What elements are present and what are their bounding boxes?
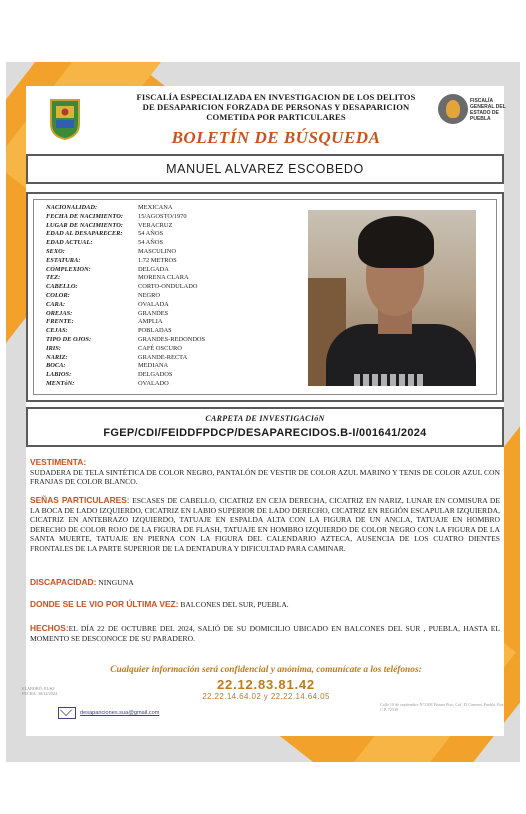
field-value: DELGADA xyxy=(138,265,169,273)
prepared-by: ELABORÓ: ELSO xyxy=(22,686,55,691)
bulletin-title: BOLETÍN DE BÚSQUEDA xyxy=(171,128,381,147)
marks-text: ESCASES DE CABELLO, CICATRIZ EN CEJA DERECHA, CICATRIZ EN NARIZ, LUNAR EN COMISURA DE LA BOCA DE LADO IZQUIERDO, CICATRIZ EN LABIO SUPERIOR DE LADO DERECHO, CICATRIZ EN REGIÓN ESCAPULAR IZQUIERDA, CICATRIZ EN ANTEBRAZO IZQUIERDO, TATUAJE EN ESPALDA ALTA CON LA FIGURA DE UN ANCLA, TATUAJE EN HOMBRO DERECHO DE COLOR ROJO DE LA FIGURA DE FLASH, TATUAJE EN HOMBRO IZQUIERDO DE COLOR NEGRO CON LA FIGURA DE LA SANTA MUERTE, TATUAJE EN PIERNA CON LA FIGURA DEL CALENDARIO AZTECA, AUSENCIA DE LOS CUATRO DIENTES FRONTALES DE LA PARTE SUPERIOR DE LA DENTADURA Y DIFICULTAD PARA CAMINAR. xyxy=(30,496,501,553)
field-row xyxy=(46,257,306,266)
details-frame xyxy=(33,199,497,395)
envelope-icon xyxy=(58,707,76,719)
marks-section xyxy=(30,496,500,554)
field-label: COMPLEXION: xyxy=(46,265,91,273)
field-value: 15/AGOSTO/1970 xyxy=(138,212,187,220)
last-seen-section xyxy=(30,600,500,610)
field-label: LUGAR DE NACIMIENTO: xyxy=(46,221,123,229)
case-file-number: FGEP/CDI/FEIDDFPDCP/DESAPARECIDOS.B-I/001641/2024 xyxy=(103,427,427,439)
disability-text: NINGUNA xyxy=(96,578,134,587)
field-row xyxy=(46,345,306,354)
field-row xyxy=(46,283,306,292)
alt-phones: 22.22.14.64.02 y 22.22.14.64.05 xyxy=(202,692,330,701)
clothing-text: SUDADERA DE TELA SINTÉTICA DE COLOR NEGRO, PANTALÓN DE VESTIR DE COLOR AZUL MARINO Y TENIS DE COLOR AZUL CON FRANJAS DE COLOR BLANCO. xyxy=(30,467,500,487)
field-value: CORTO-ONDULADO xyxy=(138,283,198,291)
fiscalia-logo-text: FISCALÍA GENERAL DEL ESTADO DE PUEBLA xyxy=(470,98,506,122)
field-value: 54 AÑOS xyxy=(138,239,164,247)
field-row xyxy=(46,371,306,380)
field-row xyxy=(46,310,306,319)
field-label: IRIS: xyxy=(46,344,61,352)
last-seen-text: BALCONES DEL SUR, PUEBLA. xyxy=(178,600,289,609)
fiscalia-emblem-icon xyxy=(438,94,468,124)
field-value: CAFÉ OSCURO xyxy=(138,344,182,352)
clothing-section xyxy=(30,458,500,487)
field-label: TIPO DE OJOS: xyxy=(46,335,92,343)
field-label: BOCA: xyxy=(46,362,66,370)
field-row xyxy=(46,274,306,283)
field-row xyxy=(46,266,306,275)
field-label: CARA: xyxy=(46,300,66,308)
field-value: 54 AÑOS xyxy=(138,230,164,238)
field-value: NEGRO xyxy=(138,291,161,299)
person-name: MANUEL ALVAREZ ESCOBEDO xyxy=(26,154,504,184)
field-label: OREJAS: xyxy=(46,309,73,317)
field-label: EDAD ACTUAL: xyxy=(46,239,93,247)
field-value: GRANDES-REDONDOS xyxy=(138,335,206,343)
field-label: ESTATURA: xyxy=(46,256,81,264)
prepared-note xyxy=(22,686,57,697)
person-photo xyxy=(306,208,478,388)
disability-section xyxy=(30,578,500,588)
email-contact[interactable] xyxy=(58,707,159,719)
field-row xyxy=(46,301,306,310)
person-details xyxy=(26,192,504,402)
field-row xyxy=(46,222,306,231)
bulletin xyxy=(6,62,520,762)
field-value: OVALADA xyxy=(138,300,169,308)
field-value: DELGADOS xyxy=(138,371,173,379)
field-label: CEJAS: xyxy=(46,327,68,335)
state-seal-icon xyxy=(48,98,82,140)
agency-line: DE DESAPARICION FORZADA DE PERSONAS Y DESAPARICION xyxy=(142,102,410,112)
field-label: FRENTE: xyxy=(46,318,74,326)
field-value: MEDIANA xyxy=(138,362,169,370)
field-value: OVALADO xyxy=(138,379,169,387)
field-row xyxy=(46,327,306,336)
field-value: MEXICANA xyxy=(138,204,173,211)
case-file-label: CARPETA DE INVESTIGACIóN xyxy=(205,414,325,423)
field-label: LABIOS: xyxy=(46,371,72,379)
field-label: TEZ: xyxy=(46,274,61,282)
facts-section xyxy=(30,624,500,643)
field-row xyxy=(46,354,306,363)
agency-title xyxy=(126,92,426,122)
case-file-box xyxy=(26,407,504,447)
email-link[interactable]: desapariciones.sua@gmail.com xyxy=(80,710,160,716)
agency-line: COMETIDA POR PARTICULARES xyxy=(206,112,346,122)
field-value: GRANDES xyxy=(138,309,169,317)
field-label: NARIZ: xyxy=(46,353,68,361)
field-value: MORENA CLARA xyxy=(138,274,189,282)
agency-line: FISCALÍA ESPECIALIZADA EN INVESTIGACION DE LOS DELITOS xyxy=(136,92,416,102)
facts-text: EL DÍA 22 DE OCTUBRE DEL 2024, SALIÓ DE SU DOMICILIO UBICADO EN BALCONES DEL SUR , PUEBLA, HASTA EL MOMENTO SE DESCONOCE DE SU PARADERO. xyxy=(30,624,500,643)
field-row xyxy=(46,318,306,327)
field-value: 1.72 METROS xyxy=(138,256,177,264)
field-row xyxy=(46,204,306,213)
field-value: POBLADAS xyxy=(138,327,172,335)
field-row xyxy=(46,292,306,301)
clothing-label: VESTIMENTA: xyxy=(30,457,87,467)
fiscalia-logo xyxy=(438,92,504,132)
prepared-date: FECHA: 30/12/2024 xyxy=(22,691,58,697)
field-label: CABELLO: xyxy=(46,283,78,291)
field-row xyxy=(46,248,306,257)
main-phone: 22.12.83.81.42 xyxy=(217,677,315,692)
field-value: GRANDE-RECTA xyxy=(138,353,188,361)
field-row xyxy=(46,213,306,222)
field-label: NACIONALIDAD: xyxy=(46,204,98,211)
field-label: EDAD AL DESAPARECER: xyxy=(46,230,123,238)
field-label: SEXO: xyxy=(46,247,65,255)
field-label: COLOR: xyxy=(46,291,70,299)
field-row xyxy=(46,336,306,345)
field-row xyxy=(46,380,306,389)
last-seen-label: DONDE SE LE VIO POR ÚLTIMA VEZ: xyxy=(30,599,179,609)
facts-label: HECHOS: xyxy=(30,623,69,633)
field-label: MENTóN: xyxy=(46,379,75,387)
field-value: AMPLIA xyxy=(138,318,163,326)
field-row xyxy=(46,362,306,371)
field-row xyxy=(46,239,306,248)
marks-label: SEÑAS PARTICULARES: xyxy=(30,495,130,505)
field-value: MASCULINO xyxy=(138,247,176,255)
field-label: FECHA DE NACIMIENTO: xyxy=(46,212,123,220)
disability-label: DISCAPACIDAD: xyxy=(30,577,97,587)
office-address: Calle 10 de septiembre N°2308 Primer Piso, Col. El Carmen, Puebla, Pue. C.P. 72530 xyxy=(380,702,505,713)
field-row xyxy=(46,230,306,239)
field-list xyxy=(46,204,306,389)
field-value: VERACRUZ xyxy=(138,221,173,229)
contact-message: Cualquier información será confidencial y anónima, comunícate a los teléfonos: xyxy=(110,665,422,675)
